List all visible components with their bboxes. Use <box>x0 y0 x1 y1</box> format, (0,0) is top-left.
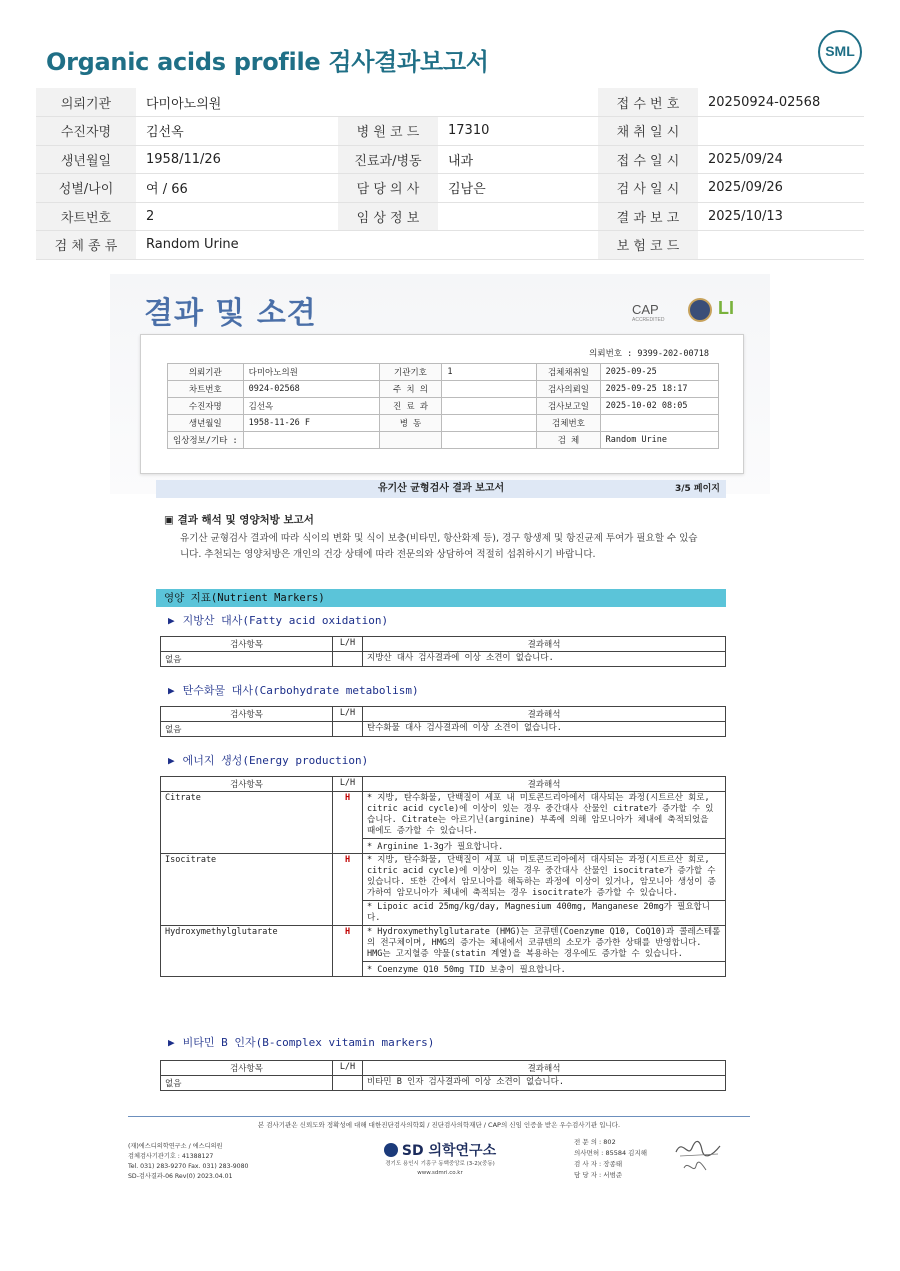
mini-value: 다미아노의원 <box>243 364 379 381</box>
info-row <box>36 202 864 231</box>
mini-row <box>168 398 719 415</box>
info-label: 의뢰기관 <box>36 88 136 117</box>
mini-row <box>168 415 719 432</box>
info-label: 차트번호 <box>36 202 136 231</box>
mini-label: 검사의뢰일 <box>537 381 600 398</box>
col-lh: L/H <box>333 777 363 792</box>
report-info-box <box>140 334 744 474</box>
vitamin-b-table <box>160 1060 726 1091</box>
mini-value: 김선옥 <box>243 398 379 415</box>
footer-brand <box>380 1140 500 1178</box>
col-interpretation: 결과해석 <box>363 1061 726 1076</box>
page-number: 3/5 페이지 <box>674 484 720 494</box>
cap-badge <box>632 302 665 323</box>
vitamin-b-heading <box>168 1034 434 1050</box>
mini-value <box>442 398 537 415</box>
info-row <box>36 174 864 203</box>
footer-divider <box>128 1116 750 1117</box>
energy-table <box>160 776 726 977</box>
section-title: ▣ 결과 해석 및 영양처방 보고서 <box>164 514 314 526</box>
fatty-acid-title: 지방산 대사(Fatty acid oxidation) <box>182 614 389 627</box>
table-header-row <box>161 637 726 652</box>
mini-label: 주 치 의 <box>379 381 442 398</box>
info-value: 17310 <box>438 117 598 146</box>
col-interpretation: 결과해석 <box>363 707 726 722</box>
brand-address: 경기도 용인시 기흥구 동백중앙로 (3-2)(중동) <box>385 1161 495 1167</box>
info-value: 2025/09/26 <box>698 174 864 203</box>
interpretation-cell: * Hydroxymethylglutarate (HMG)는 코큐텐(Coenzyme Q10, CoQ10)과 콜레스테롤의 전구체이며, HMG의 증가는 체내에서 코큐텐의 소모가 증가한 상태를 반영합니다. HMG는 고지혈증 약물(statin 계열)을 복용하는 경우에도 증가할 수 있습니다. <box>363 926 726 962</box>
nutrient-markers-bar: 영양 지표(Nutrient Markers) <box>156 589 726 607</box>
info-label: 접 수 일 시 <box>598 145 698 174</box>
info-row <box>36 145 864 174</box>
mini-label: 검 체 <box>537 432 600 449</box>
info-value <box>438 231 598 260</box>
mini-value: 1958-11-26 F <box>243 415 379 432</box>
info-label <box>338 88 438 117</box>
signer-line: 검 사 자 : 장종태 <box>574 1160 623 1168</box>
mini-value: 2025-10-02 08:05 <box>600 398 718 415</box>
fatty-acid-heading <box>168 612 388 628</box>
table-row <box>161 854 726 901</box>
signer-line: 담 당 자 : 서범준 <box>574 1171 623 1179</box>
carb-title: 탄수화물 대사(Carbohydrate metabolism) <box>182 684 419 697</box>
table-header-row <box>161 707 726 722</box>
info-label: 임 상 정 보 <box>338 202 438 231</box>
info-value: Random Urine <box>136 231 338 260</box>
item-cell: 없음 <box>161 722 333 737</box>
mini-label: 임상정보/기타 : <box>168 432 244 449</box>
col-lh: L/H <box>333 1061 363 1076</box>
info-label: 접 수 번 호 <box>598 88 698 117</box>
info-label <box>338 231 438 260</box>
info-label: 검 체 종 류 <box>36 231 136 260</box>
table-row <box>161 1076 726 1091</box>
mini-label: 진 료 과 <box>379 398 442 415</box>
triangle-icon: ▶ <box>168 1036 175 1049</box>
mini-value <box>442 381 537 398</box>
info-label: 진료과/병동 <box>338 145 438 174</box>
carb-table <box>160 706 726 737</box>
vitamin-b-title: 비타민 B 인자(B-complex vitamin markers) <box>182 1036 435 1049</box>
fatty-acid-table <box>160 636 726 667</box>
info-label: 성별/나이 <box>36 174 136 203</box>
footer-note: 본 검사기관은 신뢰도와 정확성에 대해 대한진단검사의학회 / 진단검사의학재단 / CAP의 신임 인증을 받은 우수검사기관 입니다. <box>257 1121 621 1129</box>
lh-cell: H <box>333 854 363 926</box>
recommendation-cell: * Lipoic acid 25mg/kg/day, Magnesium 400mg, Manganese 20mg가 필요합니다. <box>363 901 726 926</box>
info-value: 2025/10/13 <box>698 202 864 231</box>
item-cell: 없음 <box>161 1076 333 1091</box>
mini-value: 2025-09-25 <box>600 364 718 381</box>
request-number: 의뢰번호 : 9399-202-00718 <box>589 349 709 359</box>
brand-name: SD 의학연구소 <box>401 1143 497 1159</box>
report-info-table <box>167 363 719 449</box>
mini-value <box>442 415 537 432</box>
energy-title: 에너지 생성(Energy production) <box>182 754 369 767</box>
mini-label: 병 동 <box>379 415 442 432</box>
info-row <box>36 117 864 146</box>
report-title-bar <box>156 480 726 498</box>
report-heading: 결과 및 소견 <box>144 296 317 331</box>
info-label: 병 원 코 드 <box>338 117 438 146</box>
mini-label: 수진자명 <box>168 398 244 415</box>
lh-cell <box>333 722 363 737</box>
footer-line: Tel. 031) 283-9270 Fax. 031) 283-9080 <box>128 1163 249 1170</box>
info-row <box>36 231 864 260</box>
mini-label: 기관기호 <box>379 364 442 381</box>
cap-badge-sub: ACCREDITED <box>632 317 665 323</box>
info-value: 김선옥 <box>136 117 338 146</box>
item-cell: Citrate <box>161 792 333 854</box>
interpretation-cell: 비타민 B 인자 검사결과에 이상 소견이 없습니다. <box>363 1076 726 1091</box>
interpretation-cell: * 지방, 탄수화물, 단백질이 세포 내 미토콘드리아에서 대사되는 과정(시트르산 회로, citric acid cycle)에 이상이 있는 경우 중간대사 산물인 isocitrate가 증가할 수 있습니다. 또한 간에서 암모니아를 해독하는 과정에 이상이 있거나, 암모니아 생성이 증가하여 암모니아가 체내에 축적되는 경우 isocitrate가 증가할 수 있습니다. <box>363 854 726 901</box>
info-value <box>438 202 598 231</box>
info-row <box>36 88 864 117</box>
triangle-icon: ▶ <box>168 614 175 627</box>
sd-logo-icon <box>384 1143 398 1157</box>
mini-label: 검체번호 <box>537 415 600 432</box>
interpretation-cell: 탄수화물 대사 검사결과에 이상 소견이 없습니다. <box>363 722 726 737</box>
section-paragraph: 유기산 균형검사 결과에 따라 식이의 변화 및 식이 보충(비타민, 항산화제 등), 경구 항생제 및 항진균제 투여가 필요할 수 있습니다. 추천되는 영양처방은 개인의 건강 상태에 따라 전문의와 상담하여 적절히 섭취하시기 바랍니다. <box>180 533 698 560</box>
report-title: 유기산 균형검사 결과 보고서 <box>377 483 505 494</box>
info-value: 다미아노의원 <box>136 88 338 117</box>
item-cell: Hydroxymethylglutarate <box>161 926 333 977</box>
info-value <box>698 117 864 146</box>
table-header-row <box>161 777 726 792</box>
signature-icon <box>672 1134 724 1178</box>
footer-line: (재)에스디의학연구소 / 에스디의원 <box>128 1143 223 1150</box>
footer-lab-info <box>128 1142 249 1182</box>
table-row <box>161 722 726 737</box>
lh-cell: H <box>333 792 363 854</box>
info-value: 1958/11/26 <box>136 145 338 174</box>
carb-heading <box>168 682 419 698</box>
info-value: 2025/09/24 <box>698 145 864 174</box>
recommendation-cell: * Arginine 1-3g가 필요합니다. <box>363 839 726 854</box>
info-label: 보 험 코 드 <box>598 231 698 260</box>
footer-signers <box>574 1137 647 1181</box>
table-row <box>161 652 726 667</box>
recommendation-cell: * Coenzyme Q10 50mg TID 보충이 필요합니다. <box>363 962 726 977</box>
col-item: 검사항목 <box>161 777 333 792</box>
cap-badge-text: CAP <box>632 302 659 317</box>
mini-row <box>168 432 719 449</box>
mini-value <box>243 432 379 449</box>
brand-url: www.sdmri.co.kr <box>417 1170 463 1176</box>
footer-line: SD-검사결과-06 Rev(0) 2023.04.01 <box>128 1173 233 1180</box>
table-header-row <box>161 1061 726 1076</box>
interpretation-cell: 지방산 대사 검사결과에 이상 소견이 없습니다. <box>363 652 726 667</box>
col-interpretation: 결과해석 <box>363 777 726 792</box>
info-label: 결 과 보 고 <box>598 202 698 231</box>
triangle-icon: ▶ <box>168 754 175 767</box>
info-label: 수진자명 <box>36 117 136 146</box>
mini-label: 의뢰기관 <box>168 364 244 381</box>
info-value: 김남은 <box>438 174 598 203</box>
li-badge: LI <box>718 298 734 318</box>
signer-line: 의사면허 : 85584 김지해 <box>574 1149 648 1157</box>
info-value <box>698 231 864 260</box>
item-cell: Isocitrate <box>161 854 333 926</box>
mini-label: 검체채취일 <box>537 364 600 381</box>
col-item: 검사항목 <box>161 1061 333 1076</box>
triangle-icon: ▶ <box>168 684 175 697</box>
seal-icon <box>688 298 712 322</box>
signer-line: 전 문 의 : 802 <box>574 1138 616 1146</box>
col-item: 검사항목 <box>161 707 333 722</box>
col-item: 검사항목 <box>161 637 333 652</box>
info-label: 채 취 일 시 <box>598 117 698 146</box>
lh-cell <box>333 652 363 667</box>
mini-value: 2025-09-25 18:17 <box>600 381 718 398</box>
footer-line: 검체검사기관기호 : 41388127 <box>128 1153 214 1160</box>
table-row <box>161 792 726 839</box>
info-label: 검 사 일 시 <box>598 174 698 203</box>
sml-logo <box>818 30 862 74</box>
info-label: 생년월일 <box>36 145 136 174</box>
mini-value <box>600 415 718 432</box>
info-value: 2 <box>136 202 338 231</box>
patient-info-table <box>36 88 864 260</box>
mini-row <box>168 381 719 398</box>
mini-value: 0924-02568 <box>243 381 379 398</box>
mini-label: 생년월일 <box>168 415 244 432</box>
info-value: 20250924-02568 <box>698 88 864 117</box>
mini-label: 차트번호 <box>168 381 244 398</box>
mini-value: 1 <box>442 364 537 381</box>
lh-cell <box>333 1076 363 1091</box>
page-title: Organic acids profile 검사결과보고서 <box>46 48 489 76</box>
mini-value <box>442 432 537 449</box>
col-lh: L/H <box>333 707 363 722</box>
table-row <box>161 926 726 962</box>
energy-heading <box>168 752 368 768</box>
info-value <box>438 88 598 117</box>
mini-label: 검사보고일 <box>537 398 600 415</box>
mini-row <box>168 364 719 381</box>
mini-label <box>379 432 442 449</box>
interpretation-cell: * 지방, 탄수화물, 단백질이 세포 내 미토콘드리아에서 대사되는 과정(시트르산 회로, citric acid cycle)에 이상이 있는 경우 중간대사 산물인 citrate가 증가할 수 있습니다. Citrate는 아르기닌(arginine) 부족에 의해 암모니아가 체내에 축적되었을 때에도 증가할 수 있습니다. <box>363 792 726 839</box>
item-cell: 없음 <box>161 652 333 667</box>
info-label: 담 당 의 사 <box>338 174 438 203</box>
mini-value: Random Urine <box>600 432 718 449</box>
col-lh: L/H <box>333 637 363 652</box>
info-value: 여 / 66 <box>136 174 338 203</box>
info-value: 내과 <box>438 145 598 174</box>
lh-cell: H <box>333 926 363 977</box>
logo-text: SML <box>825 43 855 59</box>
scanned-report <box>110 274 770 1104</box>
col-interpretation: 결과해석 <box>363 637 726 652</box>
